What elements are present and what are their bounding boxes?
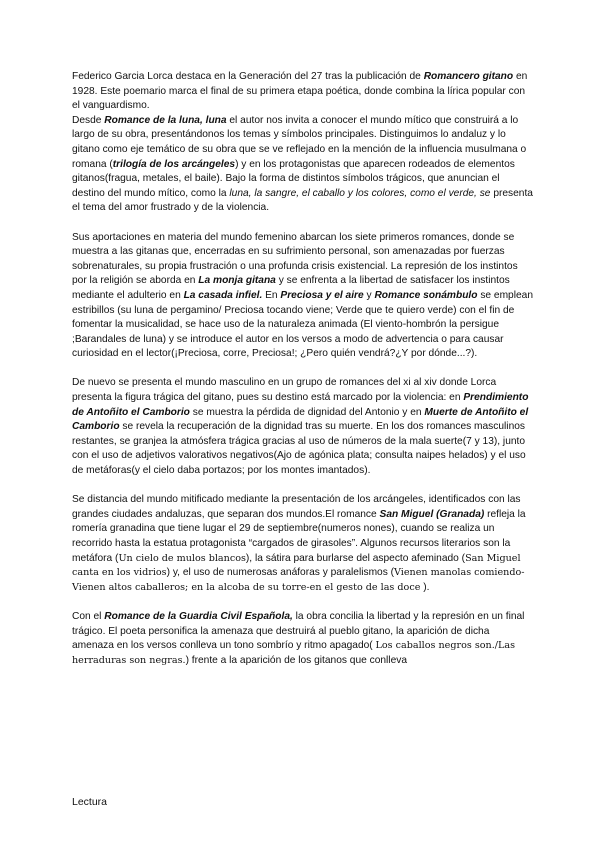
text-span: ) frente a la aparición de los gitanos que conlleva — [185, 654, 407, 666]
text-span: De nuevo se presenta el mundo masculino en un grupo de romances del xi al xiv donde Lorca presenta la figura trágica del gitano, pues su destino está marcado por la violencia: en — [72, 377, 497, 404]
paragraph-intro — [72, 70, 534, 114]
work-title: Romance de la Guardia Civil Española, — [104, 610, 293, 622]
text-span: se emplean estribillos (su luna de pergamino/ Preciosa tocando viene; Verde que te quiero verde) con el fin de fomentar la musicalidad, se hace uso de la naturaleza animada (El viento-hombrón la persigue ;Barandales de luna) y se introduce el autor en los versos a modo de advertencia o para causar curiosidad en el lector(¡Preciosa, corre, Preciosa!; ¿Pero quién vendrá?¿Y por dónde...?). — [72, 289, 533, 360]
text-span: y — [363, 289, 375, 301]
text-span: Desde — [72, 114, 105, 126]
text-span: Con el — [72, 610, 105, 622]
quote-span: Los caballos negros son./Las herraduras son negras. — [72, 640, 515, 666]
page-footer: Lectura — [72, 796, 108, 808]
text-span: y se enfrenta a la libertad de satisfacer los instintos mediante el adulterio en — [72, 275, 510, 301]
paragraph-arcangeles — [72, 493, 534, 595]
quote-span: Un cielo de mulos blancos — [118, 552, 246, 564]
text-span: presenta el tema del amor frustrado y de la violencia. — [72, 187, 533, 214]
quote-span: Vienen manolas comiendo-Vienen altos caballeros; en la alcoba de su torre-en el gesto de las doce — [72, 567, 525, 593]
paragraph-luna — [72, 114, 534, 216]
text-span: el autor nos invita a conocer el mundo mítico que construirá a lo largo de su obra, presentándonos los temas y símbolos principales. Distinguimos lo andaluz y lo gitano como eje temático de su obra que se ve reflejado en la mención de la influencia musulmana o romana ( — [72, 114, 527, 170]
text-span: en 1928. Este poemario marca el final de su primera etapa poética, donde combina la lírica popular con el vanguardismo. — [72, 71, 528, 112]
work-title: San Miguel (Granada) — [379, 508, 485, 520]
work-title: Romance de la luna, luna — [104, 114, 227, 126]
work-title: trilogía de los arcángeles — [112, 158, 236, 170]
paragraph-guardia-civil — [72, 610, 534, 668]
text-span: Sus aportaciones en materia del mundo femenino abarcan los siete primeros romances, donde se muestra a las gitanas que, encerradas en su sufrimiento personal, son amenazadas por fuerzas sobrenaturales, su propia frustración o una profunda crisis existencial. La represión de los instintos por la religión se aborda en — [72, 231, 518, 287]
text-span: se muestra la pérdida de dignidad del Antonio y en — [189, 406, 425, 418]
paragraph-femenino — [72, 231, 534, 362]
work-title: Romance sonámbulo — [374, 289, 478, 301]
text-span: En — [262, 289, 281, 301]
paragraph-masculino — [72, 376, 534, 478]
text-span: refleja la romería granadina que tiene lugar el 29 de septiembre(numeros nones), cuando se realiza un recorrido hasta la estatua protagonista “cargados de girasoles”. Algunos recursos literarios son la metáfora ( — [72, 508, 526, 564]
work-title: Romancero gitano — [423, 71, 514, 82]
work-title: Muerte de Antoñito el Camborio — [72, 406, 529, 433]
italic-span: luna, la sangre, el caballo y los colores, como el verde, se — [229, 187, 491, 199]
text-span: ) y, el uso de numerosas anáforas y paralelismos ( — [166, 567, 395, 579]
text-span: ) y en los protagonistas que aparecen rodeados de elementos gitanos(fragua, metales, el baile). Bajo la forma de distintos símbolos trágicos, que anuncian el destino del mundo mítico, como la — [72, 158, 515, 199]
text-span: la obra concilia la libertad y la represión en un final trágico. El poeta personifica la amenaza que destruirá al pueblo gitano, la aparición de dicha amenaza en los versos conlleva un tono sombrío y ritmo apagado( — [72, 610, 525, 652]
work-title: La monja gitana — [198, 275, 276, 287]
text-span: Se distancia del mundo mitificado mediante la presentación de los arcángeles, identificados con las grandes ciudades andaluzas, que separan dos mundos.El romance — [72, 494, 521, 520]
text-span: se revela la recuperación de la dignidad tras su muerte. En los dos romances masculinos restantes, se granjea la atmósfera trágica gracias al uso de números de la mala suerte(7 y 13), junto con el uso de adjetivos valorativos negativos(Ajo de agónica plata; consulta naipes helados) y el uso de metáforas(y el cielo daba portazos; por los montes imantados). — [72, 421, 526, 477]
work-title: Prendimiento de Antoñito el Camborio — [72, 392, 529, 418]
text-span: ). — [420, 581, 430, 593]
document-body — [72, 70, 534, 683]
text-span: Federico Garcia Lorca destaca en la Generación del 27 tras la publicación de — [72, 71, 424, 82]
quote-span: San Miguel canta en los vidrios — [72, 552, 521, 579]
text-span: ), la sátira para burlarse del aspecto afeminado ( — [245, 552, 466, 564]
work-title: Preciosa y el aire — [280, 289, 364, 301]
work-title: La casada infiel. — [183, 289, 263, 301]
